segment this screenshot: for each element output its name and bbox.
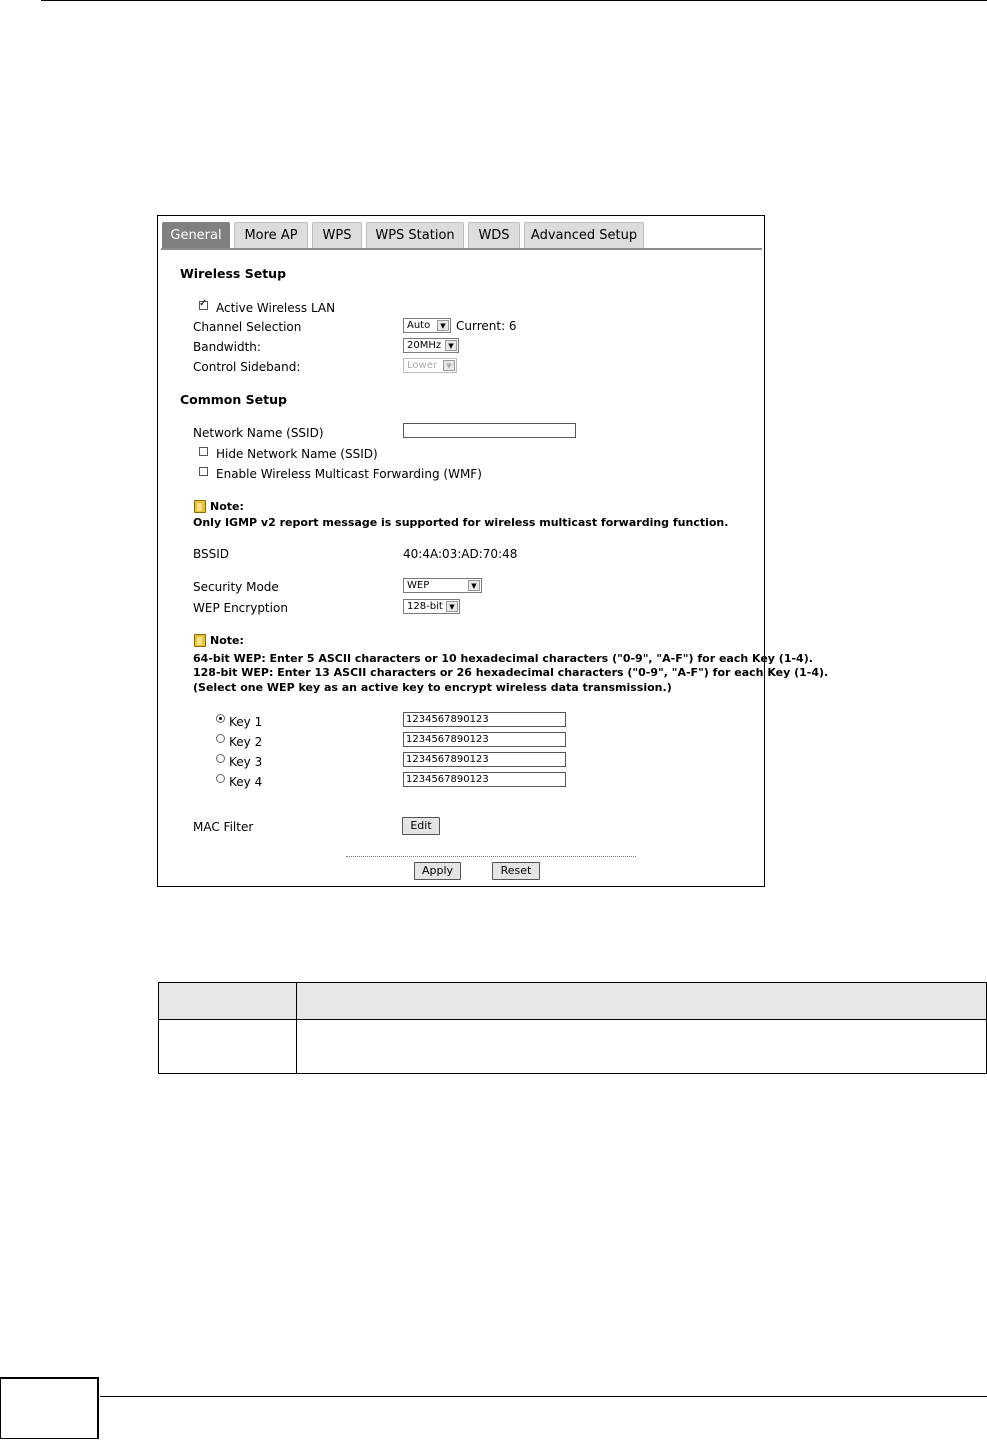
header-rule (41, 0, 987, 1)
tab-more-ap[interactable]: More AP (234, 222, 308, 248)
security-mode-select[interactable] (403, 578, 482, 593)
note2-line2: 128-bit WEP: Enter 13 ASCII characters or 26 hexadecimal characters ("0-9", "A-F") for each Key (1-4). (193, 666, 829, 679)
wmf-checkbox[interactable] (199, 467, 208, 476)
hide-ssid-checkbox[interactable] (199, 447, 208, 456)
wmf-label: Enable Wireless Multicast Forwarding (WMF) (216, 467, 482, 481)
key3-input[interactable]: 1234567890123 (403, 752, 566, 767)
hide-ssid-label: Hide Network Name (SSID) (216, 447, 378, 461)
tab-wps-station[interactable]: WPS Station (366, 222, 464, 248)
key1-radio[interactable] (216, 714, 225, 723)
channel-select[interactable] (403, 318, 451, 333)
table-header-row (159, 983, 986, 1020)
sideband-label: Control Sideband: (193, 360, 301, 374)
chevron-down-icon: ▼ (446, 601, 458, 612)
key4-label: Key 4 (229, 775, 263, 789)
key3-label: Key 3 (229, 755, 263, 769)
key2-input[interactable]: 1234567890123 (403, 732, 566, 747)
mac-filter-label: MAC Filter (193, 820, 254, 834)
page-number-box (0, 1377, 99, 1439)
description-table (158, 982, 987, 1074)
channel-label: Channel Selection (193, 320, 302, 334)
edit-button[interactable]: Edit (402, 817, 440, 835)
key2-radio[interactable] (216, 734, 225, 743)
divider (346, 856, 636, 857)
wep-encryption-select[interactable] (403, 599, 460, 614)
channel-current: Current: 6 (456, 319, 517, 333)
tab-advanced-setup[interactable]: Advanced Setup (524, 222, 644, 248)
key1-input[interactable]: 1234567890123 (403, 712, 566, 727)
security-mode-value: WEP (407, 580, 430, 591)
note1-title: Note: (210, 500, 244, 513)
wep-encryption-value: 128-bit (407, 601, 443, 612)
chevron-down-icon: ▼ (445, 340, 457, 351)
chevron-down-icon: ▼ (443, 360, 455, 371)
apply-button[interactable]: Apply (414, 862, 461, 880)
bandwidth-select[interactable] (403, 338, 459, 353)
common-setup-heading: Common Setup (180, 392, 287, 407)
key4-input[interactable]: 1234567890123 (403, 772, 566, 787)
chevron-down-icon: ▼ (437, 320, 449, 331)
column-divider (296, 983, 297, 1073)
ssid-input[interactable] (403, 423, 576, 438)
sideband-value: Lower (407, 360, 437, 371)
bandwidth-label: Bandwidth: (193, 340, 261, 354)
ssid-label: Network Name (SSID) (193, 426, 324, 440)
key2-label: Key 2 (229, 735, 263, 749)
sideband-select (403, 358, 457, 373)
wireless-setup-heading: Wireless Setup (180, 266, 287, 281)
note2-line3: (Select one WEP key as an active key to encrypt wireless data transmission.) (193, 681, 672, 694)
note1-text: Only IGMP v2 report message is supported for wireless multicast forwarding function. (193, 516, 729, 529)
reset-button[interactable]: Reset (492, 862, 540, 880)
wireless-screenshot (157, 215, 829, 887)
bssid-value: 40:4A:03:AD:70:48 (403, 547, 518, 561)
security-mode-label: Security Mode (193, 580, 279, 594)
tab-wds[interactable]: WDS (468, 222, 520, 248)
key1-label: Key 1 (229, 715, 263, 729)
note-icon (194, 500, 206, 513)
note-icon (194, 634, 206, 647)
tab-wps[interactable]: WPS (312, 222, 362, 248)
key4-radio[interactable] (216, 774, 225, 783)
active-wlan-label: Active Wireless LAN (216, 301, 336, 315)
chevron-down-icon: ▼ (468, 580, 480, 591)
tab-underline (161, 248, 762, 250)
key3-radio[interactable] (216, 754, 225, 763)
note2-title: Note: (210, 634, 244, 647)
note2-line1: 64-bit WEP: Enter 5 ASCII characters or 10 hexadecimal characters ("0-9", "A-F") for each Key (1-4). (193, 652, 813, 665)
tab-general[interactable]: General (162, 222, 230, 248)
bssid-label: BSSID (193, 547, 230, 561)
footer-rule (100, 1396, 987, 1397)
bandwidth-value: 20MHz (407, 340, 442, 351)
active-wlan-checkbox[interactable] (199, 301, 208, 310)
wep-encryption-label: WEP Encryption (193, 601, 288, 615)
channel-value: Auto (407, 320, 431, 331)
